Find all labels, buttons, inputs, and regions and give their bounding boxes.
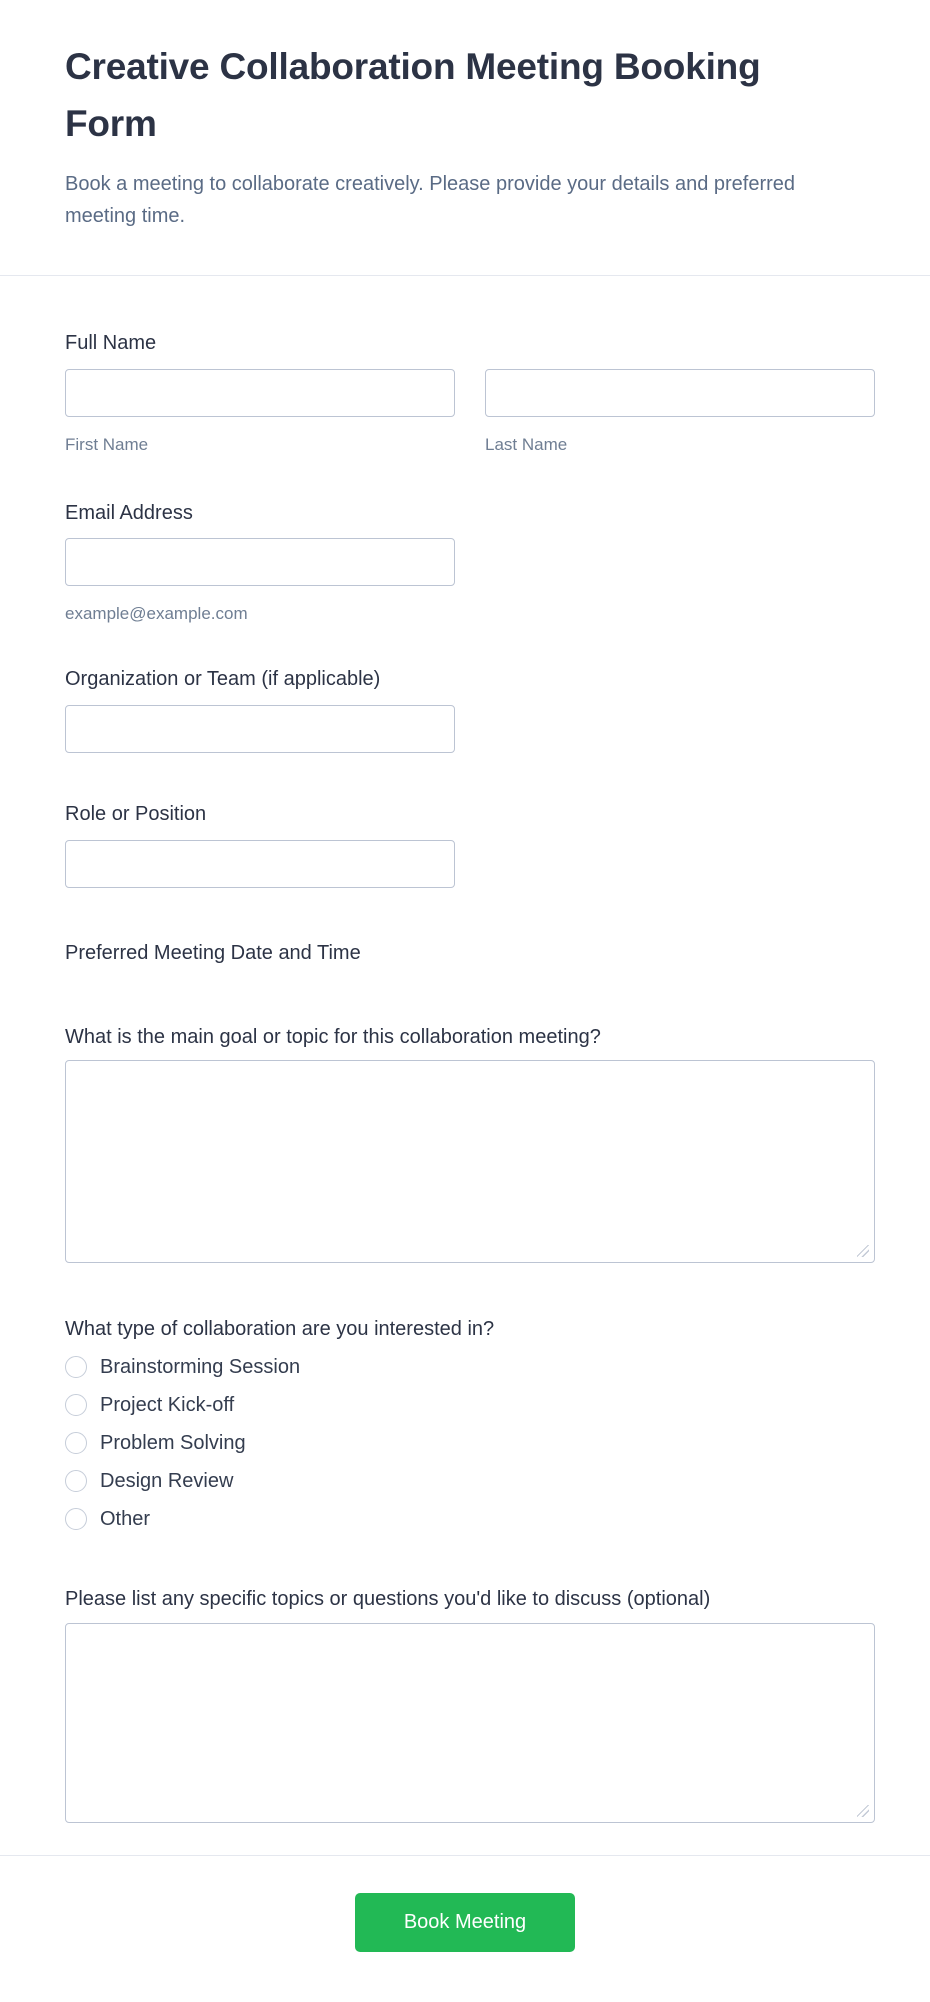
form-header	[0, 0, 930, 276]
last-name-input[interactable]	[485, 369, 875, 417]
last-name-sublabel: Last Name	[485, 435, 568, 454]
form-subtitle: Book a meeting to collaborate creatively. Please provide your details and preferred meeting time.	[65, 173, 796, 227]
full-name-label: Full Name	[65, 332, 157, 354]
email-label: Email Address	[65, 502, 193, 524]
form-footer	[0, 1856, 930, 2002]
datetime-label: Preferred Meeting Date and Time	[65, 942, 361, 964]
goal-textarea[interactable]	[65, 1060, 875, 1263]
collab-type-radio-group	[65, 1352, 875, 1534]
radio-option-problem-solving[interactable]	[65, 1428, 246, 1458]
first-name-col	[65, 369, 455, 455]
organization-label: Organization or Team (if applicable)	[65, 668, 381, 690]
field-datetime	[65, 940, 875, 966]
radio-icon[interactable]	[65, 1394, 87, 1416]
radio-option-project-kick-off[interactable]	[65, 1390, 234, 1420]
radio-icon[interactable]	[65, 1432, 87, 1454]
email-sublabel: example@example.com	[65, 604, 248, 623]
field-full-name	[65, 330, 875, 455]
goal-textarea-wrap	[65, 1060, 875, 1263]
field-role	[65, 801, 875, 888]
radio-option-label: Project Kick-off	[100, 1394, 235, 1416]
resize-handle-icon[interactable]	[857, 1245, 869, 1257]
radio-option-label: Problem Solving	[100, 1432, 246, 1454]
role-input[interactable]	[65, 840, 455, 888]
first-name-input[interactable]	[65, 369, 455, 417]
role-label: Role or Position	[65, 803, 207, 825]
radio-option-other[interactable]	[65, 1504, 150, 1534]
last-name-col	[485, 369, 875, 455]
field-goal	[65, 1024, 875, 1263]
radio-option-label: Other	[100, 1508, 151, 1530]
collab-type-label: What type of collaboration are you interested in?	[65, 1318, 495, 1340]
first-name-sublabel: First Name	[65, 435, 149, 454]
field-topics	[65, 1586, 875, 1823]
form-title: Creative Collaboration Meeting Booking Form	[65, 46, 761, 144]
field-organization	[65, 666, 875, 753]
goal-label: What is the main goal or topic for this collaboration meeting?	[65, 1026, 601, 1048]
email-input[interactable]	[65, 538, 455, 586]
radio-option-brainstorming-session[interactable]	[65, 1352, 300, 1382]
radio-option-design-review[interactable]	[65, 1466, 233, 1496]
radio-icon[interactable]	[65, 1356, 87, 1378]
book-meeting-button[interactable]: Book Meeting	[355, 1893, 575, 1952]
radio-option-label: Brainstorming Session	[100, 1356, 301, 1378]
field-email	[65, 500, 875, 624]
radio-icon[interactable]	[65, 1508, 87, 1530]
full-name-row	[65, 369, 875, 455]
radio-option-label: Design Review	[100, 1470, 234, 1492]
topics-textarea[interactable]	[65, 1623, 875, 1823]
field-collab-type	[65, 1316, 875, 1534]
topics-label: Please list any specific topics or questions you'd like to discuss (optional)	[65, 1588, 711, 1610]
form-body	[0, 330, 930, 1856]
resize-handle-icon[interactable]	[857, 1805, 869, 1817]
radio-icon[interactable]	[65, 1470, 87, 1492]
topics-textarea-wrap	[65, 1623, 875, 1823]
organization-input[interactable]	[65, 705, 455, 753]
